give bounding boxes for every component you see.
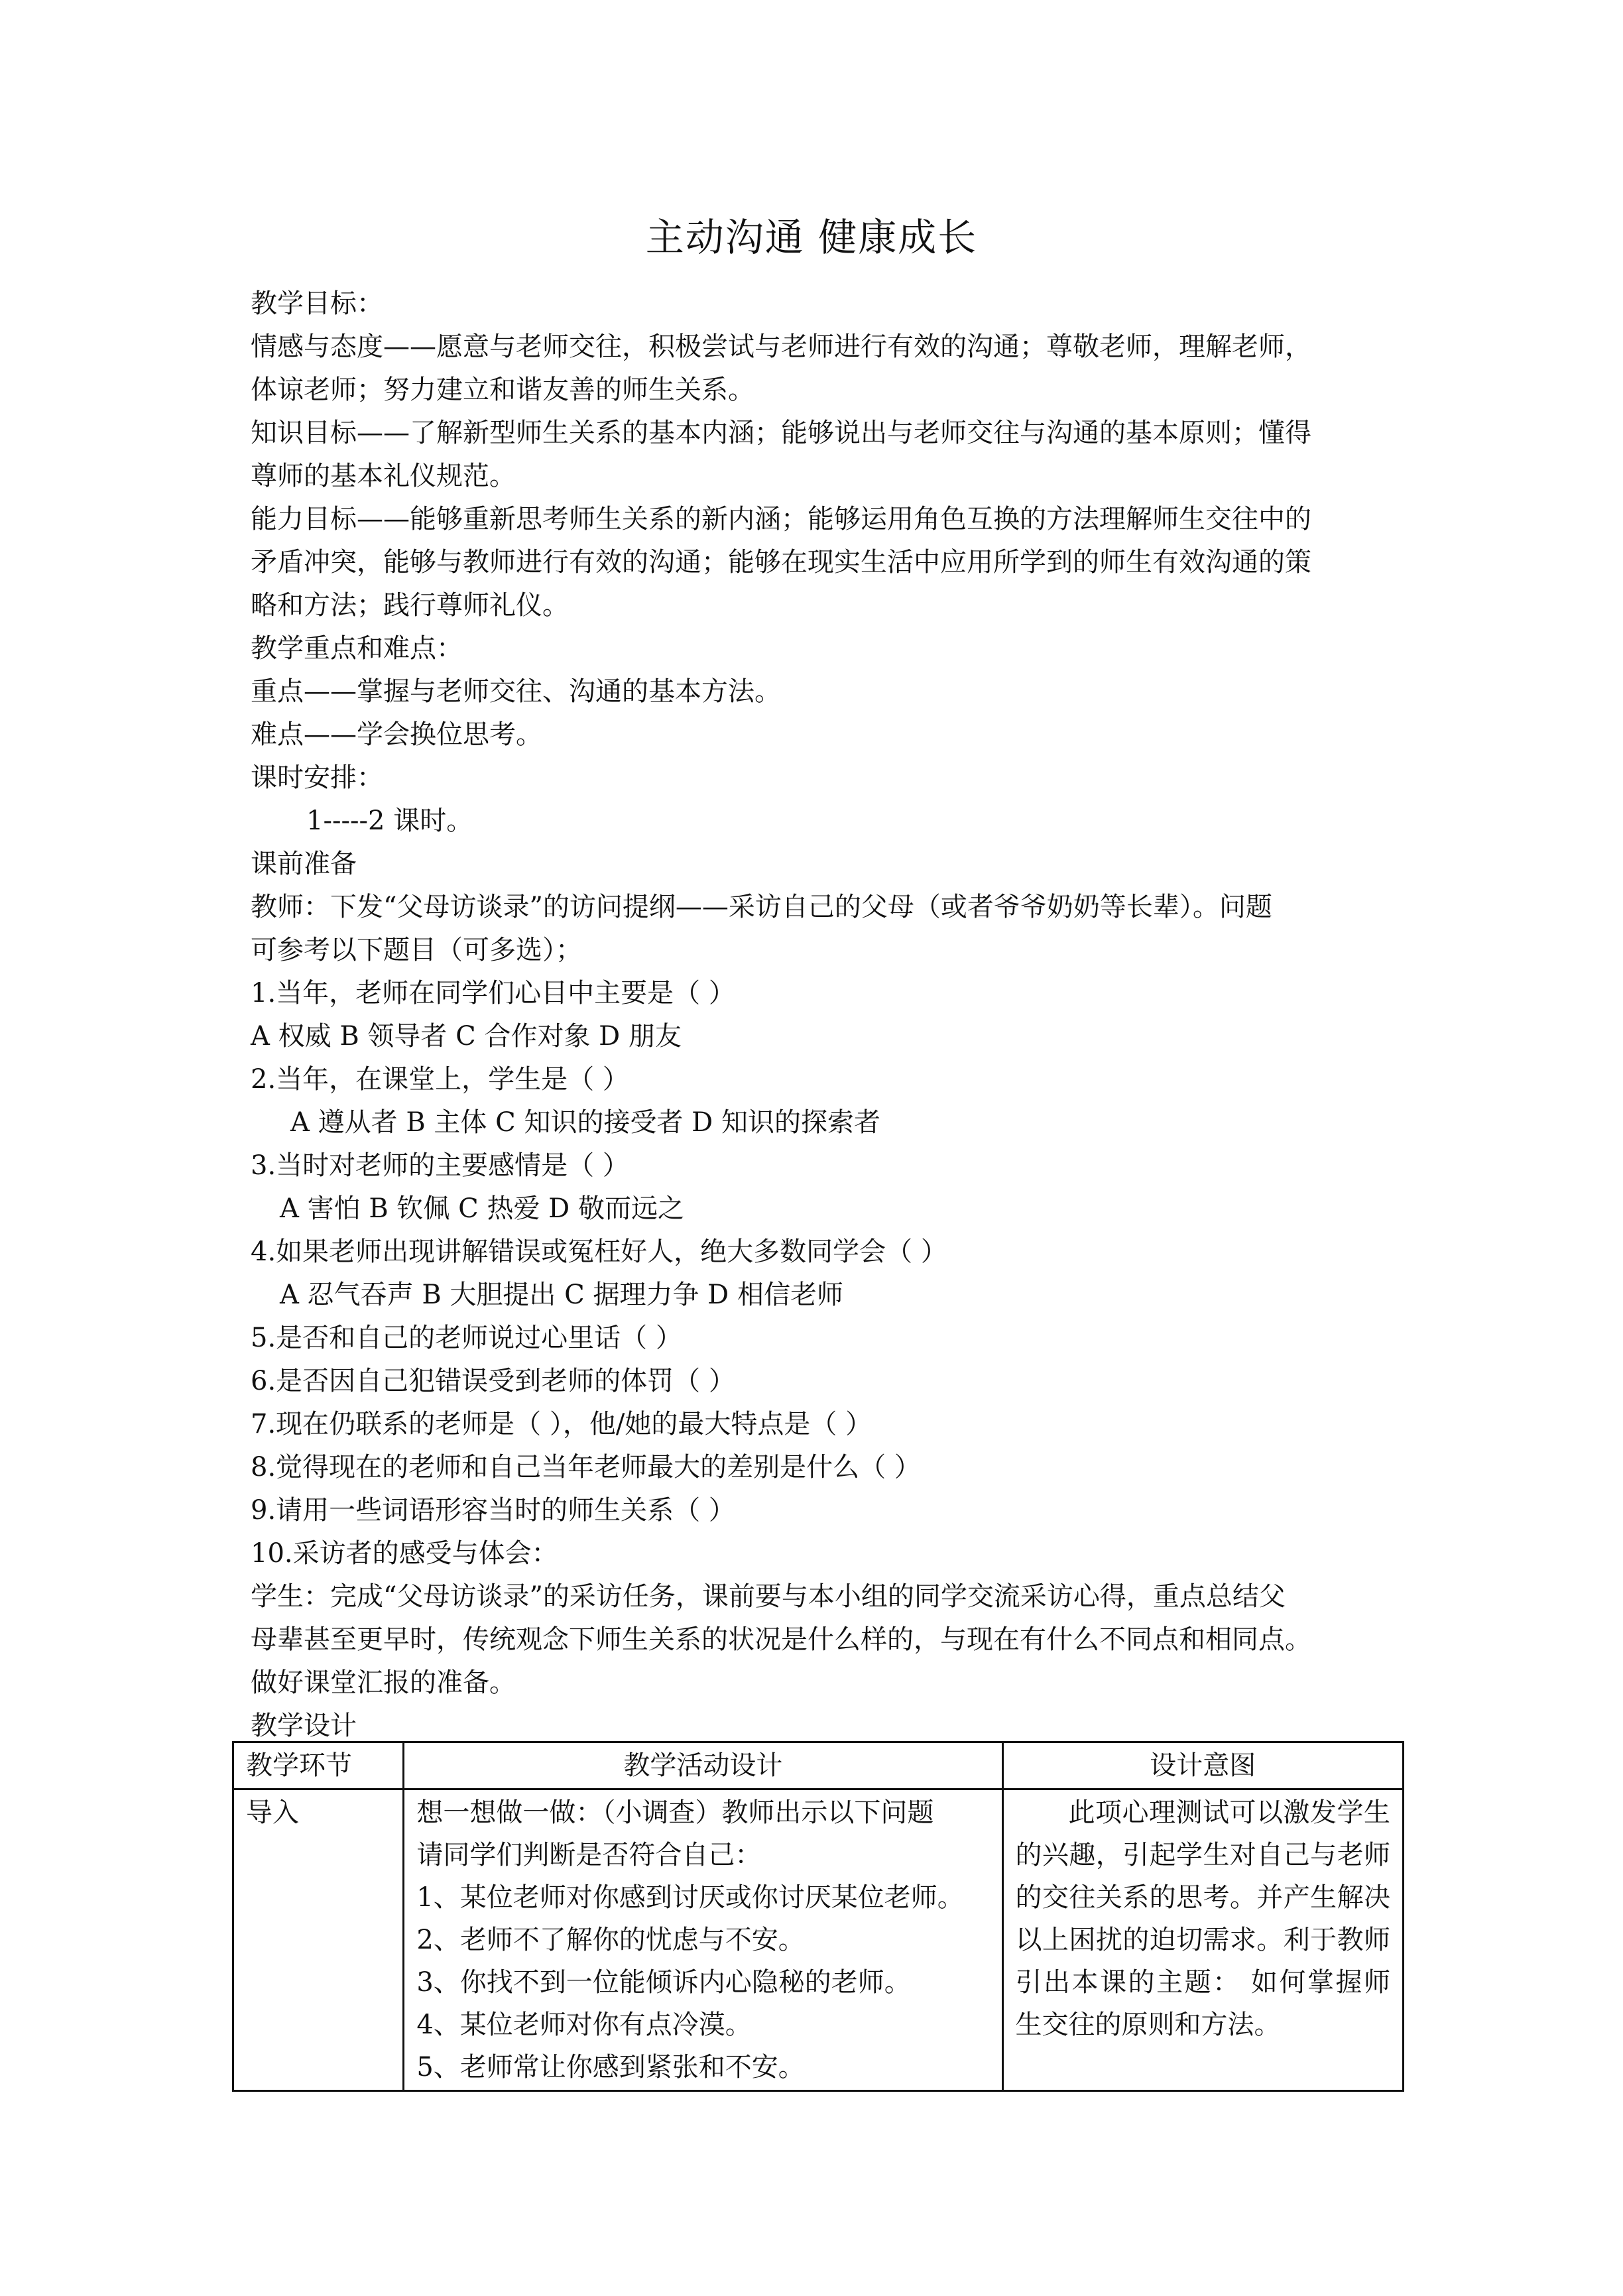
column-header-activity: 教学活动设计 [404, 1742, 1002, 1789]
section-heading: 课时安排： [251, 762, 383, 793]
question-item: 2.当年，在课堂上，学生是（ ） [251, 1064, 629, 1095]
activity-line: 4、某位老师对你有点冷漠。 [416, 2010, 752, 2040]
text-line: 能力目标——能够重新思考师生关系的新内涵；能够运用角色互换的方法理解师生交往中的 [251, 504, 1311, 534]
activity-line: 3、你找不到一位能倾诉内心隐秘的老师。 [416, 1967, 911, 1998]
text-line: 可参考以下题目（可多选）； [251, 935, 582, 965]
text-line: 矛盾冲突，能够与教师进行有效的沟通；能够在现实生活中应用所学到的师生有效沟通的策 [251, 547, 1311, 577]
question-item: 6.是否因自己犯错误受到老师的体罚（ ） [251, 1366, 735, 1396]
text-line: 体谅老师；努力建立和谐友善的师生关系。 [251, 375, 754, 405]
document-body [251, 282, 1404, 1748]
answer-options: A 忍气吞声 B 大胆提出 C 据理力争 D 相信老师 [280, 1280, 843, 1310]
intent-text: 此项心理测试可以激发学生的兴趣，引起学生对自己与老师的交往关系的思考。并产生解决以上困扰的迫切需求。利于教师引出本课的主题： 如何掌握师生交往的原则和方法。 [1015, 1797, 1390, 2040]
stage-cell: 导入 [233, 1789, 404, 2091]
text-line: 知识目标——了解新型师生关系的基本内涵；能够说出与老师交往与沟通的基本原则；懂得 [251, 418, 1311, 448]
column-header-intent: 设计意图 [1002, 1742, 1403, 1789]
text-line: 教学目标： [251, 288, 383, 319]
section-heading: 教学重点和难点： [251, 633, 463, 664]
activity-line: 请同学们判断是否符合自己： [416, 1840, 762, 1870]
answer-options: A 权威 B 领导者 C 合作对象 D 朋友 [251, 1021, 682, 1052]
question-item: 10.采访者的感受与体会： [251, 1538, 558, 1569]
question-item: 3.当时对老师的主要感情是（ ） [251, 1150, 629, 1181]
text-line: 难点——学会换位思考。 [251, 719, 542, 750]
activity-line: 想一想做一做：（小调查）教师出示以下问题 [416, 1797, 934, 1828]
question-item: 9.请用一些词语形容当时的师生关系（ ） [251, 1495, 735, 1526]
question-item: 8.觉得现在的老师和自己当年老师最大的差别是什么（ ） [251, 1452, 921, 1482]
text-line: 教师：下发“父母访谈录”的访问提纲——采访自己的父母（或者爷爷奶奶等长辈）。问题 [251, 892, 1272, 922]
activity-line: 1、某位老师对你感到讨厌或你讨厌某位老师。 [416, 1882, 964, 1913]
text-line: 尊师的基本礼仪规范。 [251, 461, 516, 491]
teaching-design-table [232, 1741, 1404, 2092]
activity-line: 5、老师常让你感到紧张和不安。 [416, 2052, 805, 2083]
column-header-stage: 教学环节 [233, 1742, 404, 1789]
intent-cell [1002, 1789, 1403, 2091]
text-line: 略和方法；践行尊师礼仪。 [251, 590, 569, 621]
activity-line: 2、老师不了解你的忧虑与不安。 [416, 1925, 805, 1955]
section-heading: 教学设计 [251, 1711, 357, 1741]
question-item: 5.是否和自己的老师说过心里话（ ） [251, 1323, 682, 1353]
text-line: 做好课堂汇报的准备。 [251, 1667, 516, 1698]
text-line: 学生：完成“父母访谈录”的采访任务，课前要与本小组的同学交流采访心得，重点总结父 [251, 1581, 1286, 1612]
table-header-row [233, 1742, 1404, 1789]
text-line: 重点——掌握与老师交往、沟通的基本方法。 [251, 676, 781, 707]
text-line: 母辈甚至更早时，传统观念下师生关系的状况是什么样的，与现在有什么不同点和相同点。 [251, 1624, 1311, 1655]
question-item: 7.现在仍联系的老师是（ ），他/她的最大特点是（ ） [251, 1409, 872, 1439]
answer-options: A 遵从者 B 主体 C 知识的接受者 D 知识的探索者 [290, 1107, 880, 1138]
question-item: 1.当年，老师在同学们心目中主要是（ ） [251, 978, 735, 1008]
section-heading: 课前准备 [251, 849, 357, 879]
question-item: 4.如果老师出现讲解错误或冤枉好人，绝大多数同学会（ ） [251, 1237, 947, 1267]
text-line: 1-----2 课时。 [306, 806, 473, 836]
table-row [233, 1789, 1404, 2091]
text-line: 情感与态度——愿意与老师交往，积极尝试与老师进行有效的沟通；尊敬老师，理解老师， [251, 332, 1311, 362]
page-title: 主动沟通 健康成长 [645, 215, 978, 260]
answer-options: A 害怕 B 钦佩 C 热爱 D 敬而远之 [280, 1193, 684, 1224]
activity-cell [404, 1789, 1002, 2091]
